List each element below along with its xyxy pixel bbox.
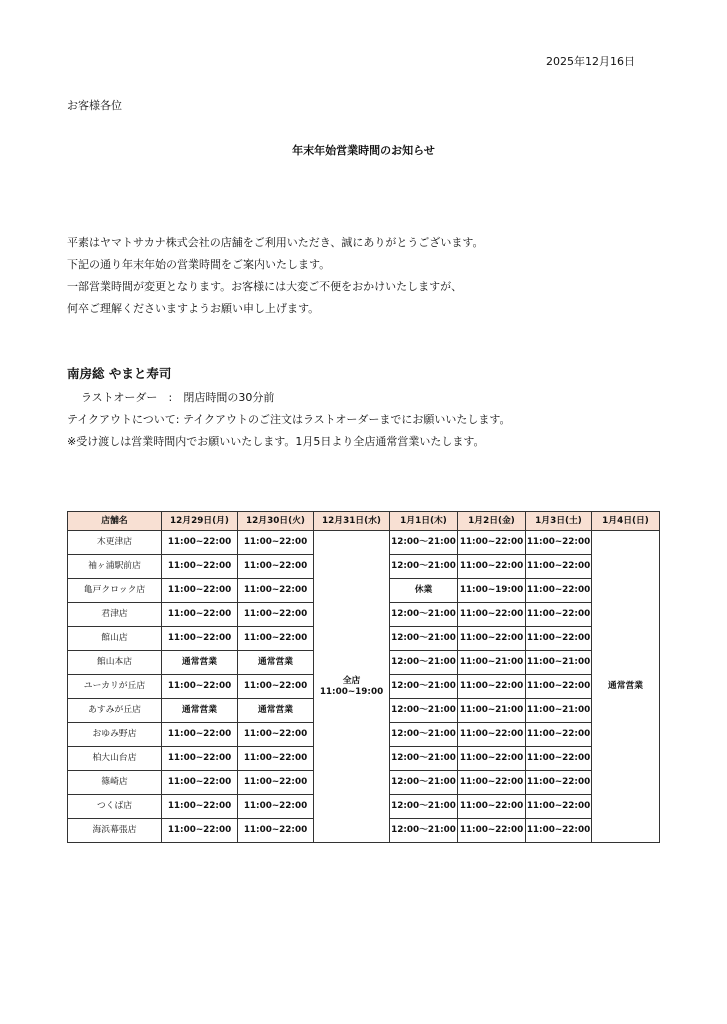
intro-line: 一部営業時間が変更となります。お客様には大変ご不便をおかけいたしますが、 [67,280,463,293]
dec30-cell: 11:00~22:00 [238,555,314,579]
last-order-label: ラストオーダー [81,391,158,404]
jan3-cell: 11:00~22:00 [526,603,592,627]
jan2-cell: 11:00~22:00 [458,795,526,819]
jan2-cell: 11:00~22:00 [458,771,526,795]
jan3-cell: 11:00~22:00 [526,819,592,843]
header-jan4: 1月4日(日) [592,512,660,531]
jan1-cell: 12:00～21:00 [390,795,458,819]
table-header-row [68,512,660,531]
jan2-cell: 11:00~22:00 [458,603,526,627]
jan2-cell: 11:00~22:00 [458,531,526,555]
store-name-cell: あすみが丘店 [68,699,162,723]
dec29-cell: 11:00~22:00 [162,747,238,771]
dec30-cell: 11:00~22:00 [238,771,314,795]
last-order-separator: : [168,391,173,404]
dec30-cell: 11:00~22:00 [238,531,314,555]
takeout-note: テイクアウトについて: テイクアウトのご注文はラストオーダーまでにお願いいたします。 [67,413,511,426]
dec30-cell: 11:00~22:00 [238,795,314,819]
jan1-cell: 休業 [390,579,458,603]
header-jan1: 1月1日(木) [390,512,458,531]
header-jan3: 1月3日(土) [526,512,592,531]
jan2-cell: 11:00~22:00 [458,747,526,771]
jan3-cell: 11:00~22:00 [526,771,592,795]
store-name-cell: 館山店 [68,627,162,651]
jan4-cell: 通常営業 [592,531,660,843]
dec30-cell: 11:00~22:00 [238,627,314,651]
dec30-cell: 11:00~22:00 [238,579,314,603]
hours-table [67,511,660,843]
jan1-cell: 12:00～21:00 [390,819,458,843]
dec29-cell: 通常営業 [162,699,238,723]
dec30-cell: 11:00~22:00 [238,819,314,843]
jan1-cell: 12:00～21:00 [390,603,458,627]
store-name-cell: 木更津店 [68,531,162,555]
jan1-cell: 12:00～21:00 [390,723,458,747]
dec29-cell: 11:00~22:00 [162,771,238,795]
dec29-cell: 11:00~22:00 [162,531,238,555]
dec30-cell: 11:00~22:00 [238,603,314,627]
dec29-cell: 11:00~22:00 [162,555,238,579]
store-name-cell: 柏大山台店 [68,747,162,771]
jan1-cell: 12:00～21:00 [390,627,458,651]
dec31-all-stores-cell [314,531,390,843]
jan3-cell: 11:00~22:00 [526,579,592,603]
dec30-cell: 11:00~22:00 [238,675,314,699]
dec30-cell: 通常営業 [238,651,314,675]
jan3-cell: 11:00~21:00 [526,651,592,675]
jan3-cell: 11:00~22:00 [526,627,592,651]
jan1-cell: 12:00～21:00 [390,747,458,771]
jan2-cell: 11:00~22:00 [458,555,526,579]
jan3-cell: 11:00~21:00 [526,699,592,723]
hours-table-body [68,531,660,843]
jan3-cell: 11:00~22:00 [526,723,592,747]
jan3-cell: 11:00~22:00 [526,555,592,579]
store-name-cell: 館山本店 [68,651,162,675]
dec31-all-stores-label: 全店 [342,675,361,686]
last-order-value: 閉店時間の30分前 [183,391,275,404]
dec29-cell: 11:00~22:00 [162,819,238,843]
jan3-cell: 11:00~22:00 [526,747,592,771]
jan1-cell: 12:00～21:00 [390,771,458,795]
table-row [68,531,660,555]
jan2-cell: 11:00~22:00 [458,819,526,843]
header-store: 店舗名 [68,512,162,531]
dec29-cell: 11:00~22:00 [162,795,238,819]
store-name-cell: 海浜幕張店 [68,819,162,843]
dec31-hours: 11:00~19:00 [319,686,384,697]
dec29-cell: 11:00~22:00 [162,627,238,651]
jan1-cell: 12:00～21:00 [390,555,458,579]
store-name-cell: 亀戸クロック店 [68,579,162,603]
header-dec30: 12月30日(火) [238,512,314,531]
dec29-cell: 11:00~22:00 [162,675,238,699]
header-dec31: 12月31日(水) [314,512,390,531]
handover-note: ※受け渡しは営業時間内でお願いいたします。1月5日より全店通常営業いたします。 [67,435,485,448]
store-name-heading: 南房総 やまと寿司 [67,366,172,381]
jan2-cell: 11:00~21:00 [458,651,526,675]
store-name-cell: つくば店 [68,795,162,819]
jan2-cell: 11:00~22:00 [458,627,526,651]
store-name-cell: 君津店 [68,603,162,627]
store-name-cell: 篠崎店 [68,771,162,795]
jan1-cell: 12:00～21:00 [390,651,458,675]
dec29-cell: 11:00~22:00 [162,603,238,627]
dec29-cell: 通常営業 [162,651,238,675]
jan2-cell: 11:00~22:00 [458,675,526,699]
page-title: 年末年始営業時間のお知らせ [292,144,435,157]
jan2-cell: 11:00~22:00 [458,723,526,747]
document-date: 2025年12月16日 [546,55,635,68]
intro-line: 何卒ご理解くださいますようお願い申し上げます。 [67,302,320,315]
jan1-cell: 12:00～21:00 [390,699,458,723]
dec30-cell: 通常営業 [238,699,314,723]
jan3-cell: 11:00~22:00 [526,675,592,699]
store-name-cell: 袖ヶ浦駅前店 [68,555,162,579]
jan3-cell: 11:00~22:00 [526,795,592,819]
last-order-note [81,389,274,405]
jan1-cell: 12:00～21:00 [390,675,458,699]
store-name-cell: おゆみ野店 [68,723,162,747]
intro-line: 下記の通り年末年始の営業時間をご案内いたします。 [67,258,331,271]
intro-line: 平素はヤマトサカナ株式会社の店舗をご利用いただき、誠にありがとうございます。 [67,236,484,249]
dec29-cell: 11:00~22:00 [162,579,238,603]
store-name-cell: ユーカリが丘店 [68,675,162,699]
header-dec29: 12月29日(月) [162,512,238,531]
jan2-cell: 11:00~21:00 [458,699,526,723]
jan2-cell: 11:00~19:00 [458,579,526,603]
jan1-cell: 12:00～21:00 [390,531,458,555]
jan3-cell: 11:00~22:00 [526,531,592,555]
dec30-cell: 11:00~22:00 [238,723,314,747]
dec29-cell: 11:00~22:00 [162,723,238,747]
header-jan2: 1月2日(金) [458,512,526,531]
greeting: お客様各位 [67,99,122,112]
dec30-cell: 11:00~22:00 [238,747,314,771]
